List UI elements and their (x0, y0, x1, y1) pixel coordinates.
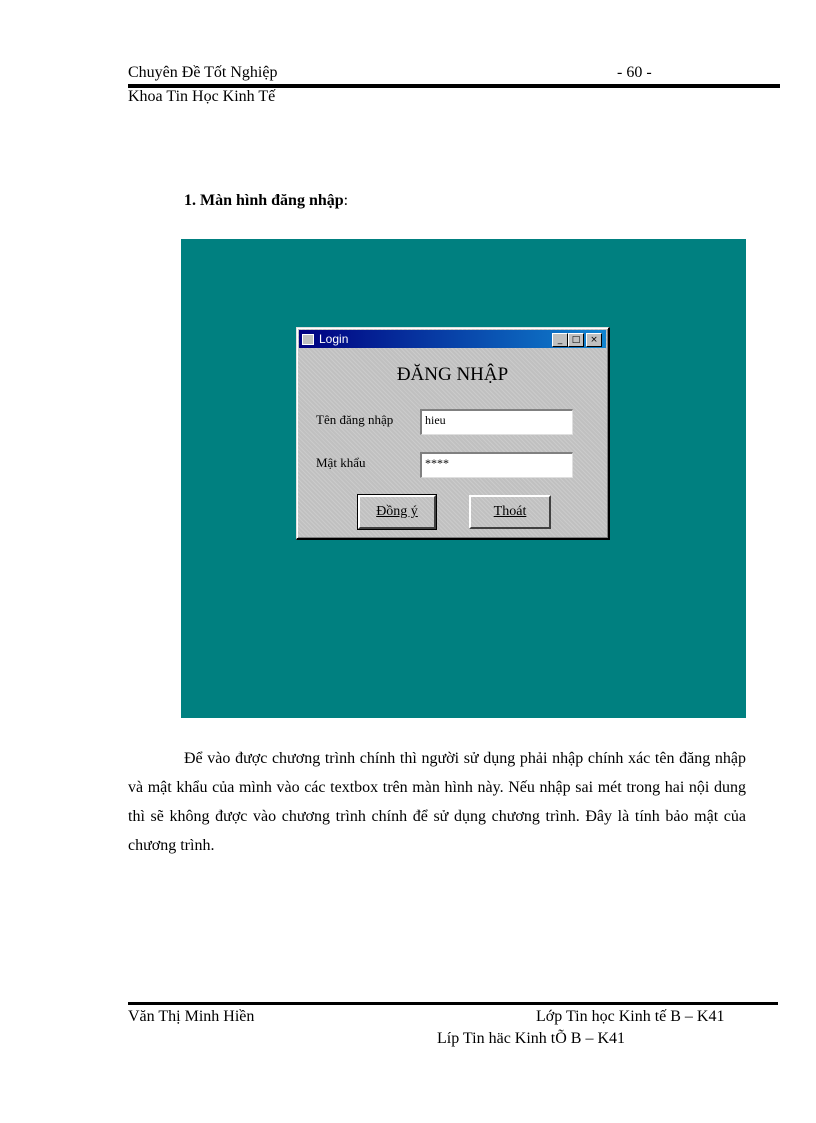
password-label: Mật khẩu (316, 455, 366, 470)
section-title-colon: : (343, 192, 349, 209)
minimize-button[interactable]: _ (552, 333, 568, 347)
ok-button[interactable] (358, 495, 436, 529)
ok-button-label: Đồng ý (376, 504, 418, 519)
header-department: Khoa Tin Học Kinh Tế (128, 88, 276, 105)
maximize-button[interactable]: □ (568, 333, 584, 347)
app-icon (302, 334, 314, 345)
username-label: Tên đăng nhập (316, 412, 394, 427)
password-input[interactable]: **** (420, 452, 573, 478)
footer-rule (128, 1002, 778, 1005)
footer-class: Lớp Tin học Kinh tế B – K41 (536, 1008, 725, 1025)
exit-button[interactable] (469, 495, 551, 529)
header-title: Chuyên Đề Tốt Nghiệp (128, 64, 278, 81)
page-number: - 60 - (617, 64, 652, 81)
exit-button-label: Thoát (493, 504, 527, 519)
footer-class-garbled: Líp Tin häc Kinh tÕ B – K41 (437, 1030, 626, 1047)
username-input[interactable]: hieu (420, 409, 573, 435)
login-titlebar (299, 330, 606, 348)
section-title-text: 1. Màn hình đăng nhập (184, 192, 344, 209)
close-button[interactable]: × (586, 333, 602, 347)
login-window-title: Login (319, 332, 349, 346)
footer-author: Văn Thị Minh Hiền (128, 1008, 255, 1025)
body-paragraph: Để vào được chương trình chính thì người sử dụng phải nhập chính xác tên đăng nhập và mật khẩu của mình vào các textbox trên màn hình này. Nếu nhập sai mét trong hai nội dung thì sẽ không được vào chương trình chính để sử dụng chương trình. Đây là tính bảo mật của chương trình. (128, 750, 746, 854)
section-title (184, 192, 348, 210)
login-heading: ĐĂNG NHẬP (396, 364, 509, 385)
screenshot-desktop (181, 239, 746, 718)
login-window (296, 327, 610, 540)
